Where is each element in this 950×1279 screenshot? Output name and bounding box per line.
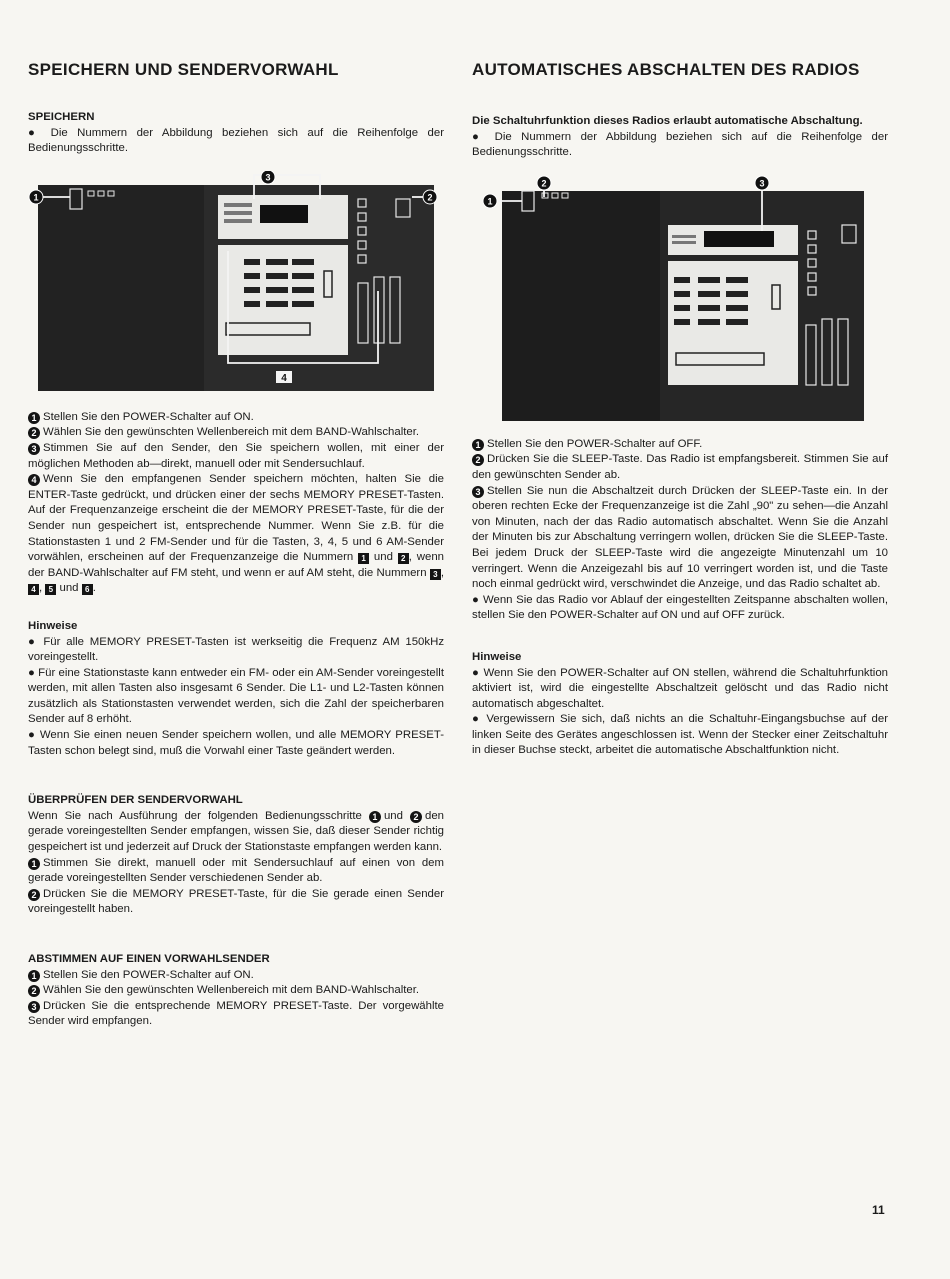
radio-illustration (28, 171, 444, 396)
page-number: 11 (872, 1203, 885, 1217)
abstimmen-step-2: 2 Wählen Sie den gewünschten Wellenbereich mit dem BAND-Wahlschalter. (28, 983, 444, 999)
right-bullet: ● Wenn Sie das Radio vor Ablauf der eingestellten Zeitspanne abschalten wollen, stellen Sie den POWER-Schalter auf ON und auf OFF zurück. (472, 593, 888, 622)
left-hinweise-heading: Hinweise (28, 619, 78, 632)
svg-text:1: 1 (33, 192, 39, 203)
abstimmen-section (28, 952, 444, 1030)
svg-text:2: 2 (427, 192, 433, 203)
radio-left-panel (38, 185, 204, 391)
figure-radio-sleep (472, 175, 888, 423)
callout-2 (423, 190, 437, 204)
speichern-intro: ● Die Nummern der Abbildung beziehen sich auf die Reihenfolge der Bedienungsschritte. (28, 126, 444, 155)
left-hinweis-3: ● Wenn Sie einen neuen Sender speichern wollen, und alle MEMORY PRESET-Tasten schon belegt sind, muß die Vorwahl einer Taste geändert werden. (28, 729, 444, 757)
right-column (472, 60, 888, 759)
right-hinweise-heading: Hinweise (472, 650, 522, 663)
svg-text:3: 3 (265, 172, 271, 183)
speichern-step-1: 1 Stellen Sie den POWER-Schalter auf ON. (28, 410, 444, 426)
ueberpruefen-intro: Wenn Sie nach Ausführung der folgenden Bedienungsschritte 1 und 2 den gerade voreingestellten Sender empfangen, wissen Sie, daß dieser Sender richtig gespeichert ist und jederzeit auf Druck der Stationstaste empfangen werden kann. (28, 809, 444, 854)
radio-left-panel (502, 191, 660, 421)
callout-3 (261, 171, 275, 184)
left-hinweis-1: ● Für alle MEMORY PRESET-Tasten ist werkseitig die Frequenz AM 150kHz voreingestellt. (28, 635, 445, 664)
right-steps (472, 437, 888, 624)
right-hinweis-2: ● Vergewissern Sie sich, daß nichts an die Schaltuhr-Eingangsbuchse auf der linken Seite des Gerätes angeschlossen ist. Wenn der Stecker einer Zeitschaltuhr in dieser Buchse steckt, arbeitet die automatische Abschaltfunktion nicht. (472, 713, 889, 757)
callout-1 (29, 190, 43, 204)
svg-text:1: 1 (487, 196, 493, 207)
svg-text:4: 4 (281, 372, 287, 384)
left-title: SPEICHERN UND SENDERVORWAHL (28, 60, 339, 79)
right-intro: ● Die Nummern der Abbildung beziehen sich auf die Reihenfolge der Bedienungsschritte. (472, 130, 888, 159)
abstimmen-heading: ABSTIMMEN AUF EINEN VORWAHLSENDER (28, 953, 270, 965)
radio-sleep-illustration (472, 175, 888, 423)
right-hinweis-1: ● Wenn Sie den POWER-Schalter auf ON stellen, während die Schaltuhrfunktion aktiviert ist, wird die eingestellte Abschaltzeit gelöscht und das Radio nicht automatisch abgeschaltet. (472, 666, 888, 710)
abstimmen-step-3: 3 Drücken Sie die entsprechende MEMORY PRESET-Taste. Der vorgewählte Sender wird empfangen. (28, 999, 444, 1028)
left-hinweis-2: ● Für eine Stationstaste kann entweder ein FM- oder ein AM-Sender voreingestellt werden, mit allen Tasten also insgesamt 6 Sender. Die L1- und L2-Tasten können zusätzlich als Stationstasten verwendet werden, sich die Zahl der speicherbaren Sender auf 8 erhöht. (28, 666, 444, 726)
speichern-step-4: 4 Wenn Sie den empfangenen Sender speichern möchten, halten Sie die ENTER-Taste gedrückt, und drücken einer der sechs MEMORY PRESET-Tasten. Auf der Frequenzanzeige erscheint die der MEMORY PRESET-Taste, für die der Sender nun gespeichert ist, entsprechende Nummer. Wenn Sie z.B. für die Stationstasten 1 und 2 FM-Sender und für die Tasten, 3, 4, 5 und 6 AM-Sender vorwählen, erscheinen auf der Frequenzanzeige die Nummern 1 und 2 , wenn der BAND-Wahlschalter auf FM steht, und wenn er auf AM steht, die Nummern 3 , 4 , 5 und 6 . (28, 473, 444, 595)
ueberpruefen-section (28, 793, 444, 918)
callout-3 (755, 176, 769, 190)
callout-1 (483, 194, 497, 208)
ueberpruefen-step-1: 1 Stimmen Sie direkt, manuell oder mit Sendersuchlauf auf einen von dem gerade voreingestellten Sender verschiedenen Sender ab. (28, 856, 444, 885)
right-step-1: 1 Stellen Sie den POWER-Schalter auf OFF. (472, 437, 888, 453)
ueberpruefen-step-2: 2 Drücken Sie die MEMORY PRESET-Taste, für die Sie gerade einen Sender voreingestellt haben. (28, 887, 444, 916)
speichern-steps (28, 410, 444, 597)
right-step-3: 3 Stellen Sie nun die Abschaltzeit durch Drücken der SLEEP-Taste ein. In der oberen rechten Ecke der Frequenzanzeige ist die Zahl „90" zu sehen—die Anzahl von Minuten, nach der das Radio automatisch abschaltet. Wenn Sie die Anzahl der Minuten bis zur Abschaltung verringern wollen, drücken Sie die SLEEP-Taste. Bei jedem Druck der SLEEP-Taste wird die angezeigte Minutenzahl um 10 verringert. Wenn die Anzeigezahl bis auf 10 verringert worden ist, und die Taste noch einmal gedrückt wird, verschwindet die Anzeige, und das Radio schaltet ab. (472, 484, 888, 591)
callout-4 (276, 371, 292, 384)
left-hinweise (28, 619, 444, 759)
figure-radio-memory (28, 171, 444, 396)
right-title: AUTOMATISCHES ABSCHALTEN DES RADIOS (472, 60, 860, 79)
right-hinweise (472, 650, 888, 759)
speichern-step-3: 3 Stimmen Sie auf den Sender, den Sie speichern wollen, mit einer der möglichen Methoden ab—direkt, manuell oder mit Sendersuchlauf. (28, 441, 444, 470)
left-column (28, 60, 444, 1030)
frequency-display (704, 231, 774, 247)
svg-text:3: 3 (759, 178, 765, 189)
speichern-step-2: 2 Wählen Sie den gewünschten Wellenbereich mit dem BAND-Wahlschalter. (28, 425, 444, 441)
ueberpruefen-heading: ÜBERPRÜFEN DER SENDERVORWAHL (28, 794, 243, 807)
callout-2 (537, 176, 551, 190)
abstimmen-step-1: 1 Stellen Sie den POWER-Schalter auf ON. (28, 968, 444, 984)
frequency-display (260, 205, 308, 223)
right-lead: Die Schaltuhrfunktion dieses Radios erlaubt automatische Abschaltung. (472, 115, 863, 127)
svg-text:2: 2 (541, 178, 547, 189)
speichern-heading: SPEICHERN (28, 111, 95, 123)
right-step-2: 2 Drücken Sie die SLEEP-Taste. Das Radio ist empfangsbereit. Stimmen Sie auf den gewünschten Sender ab. (472, 453, 888, 481)
